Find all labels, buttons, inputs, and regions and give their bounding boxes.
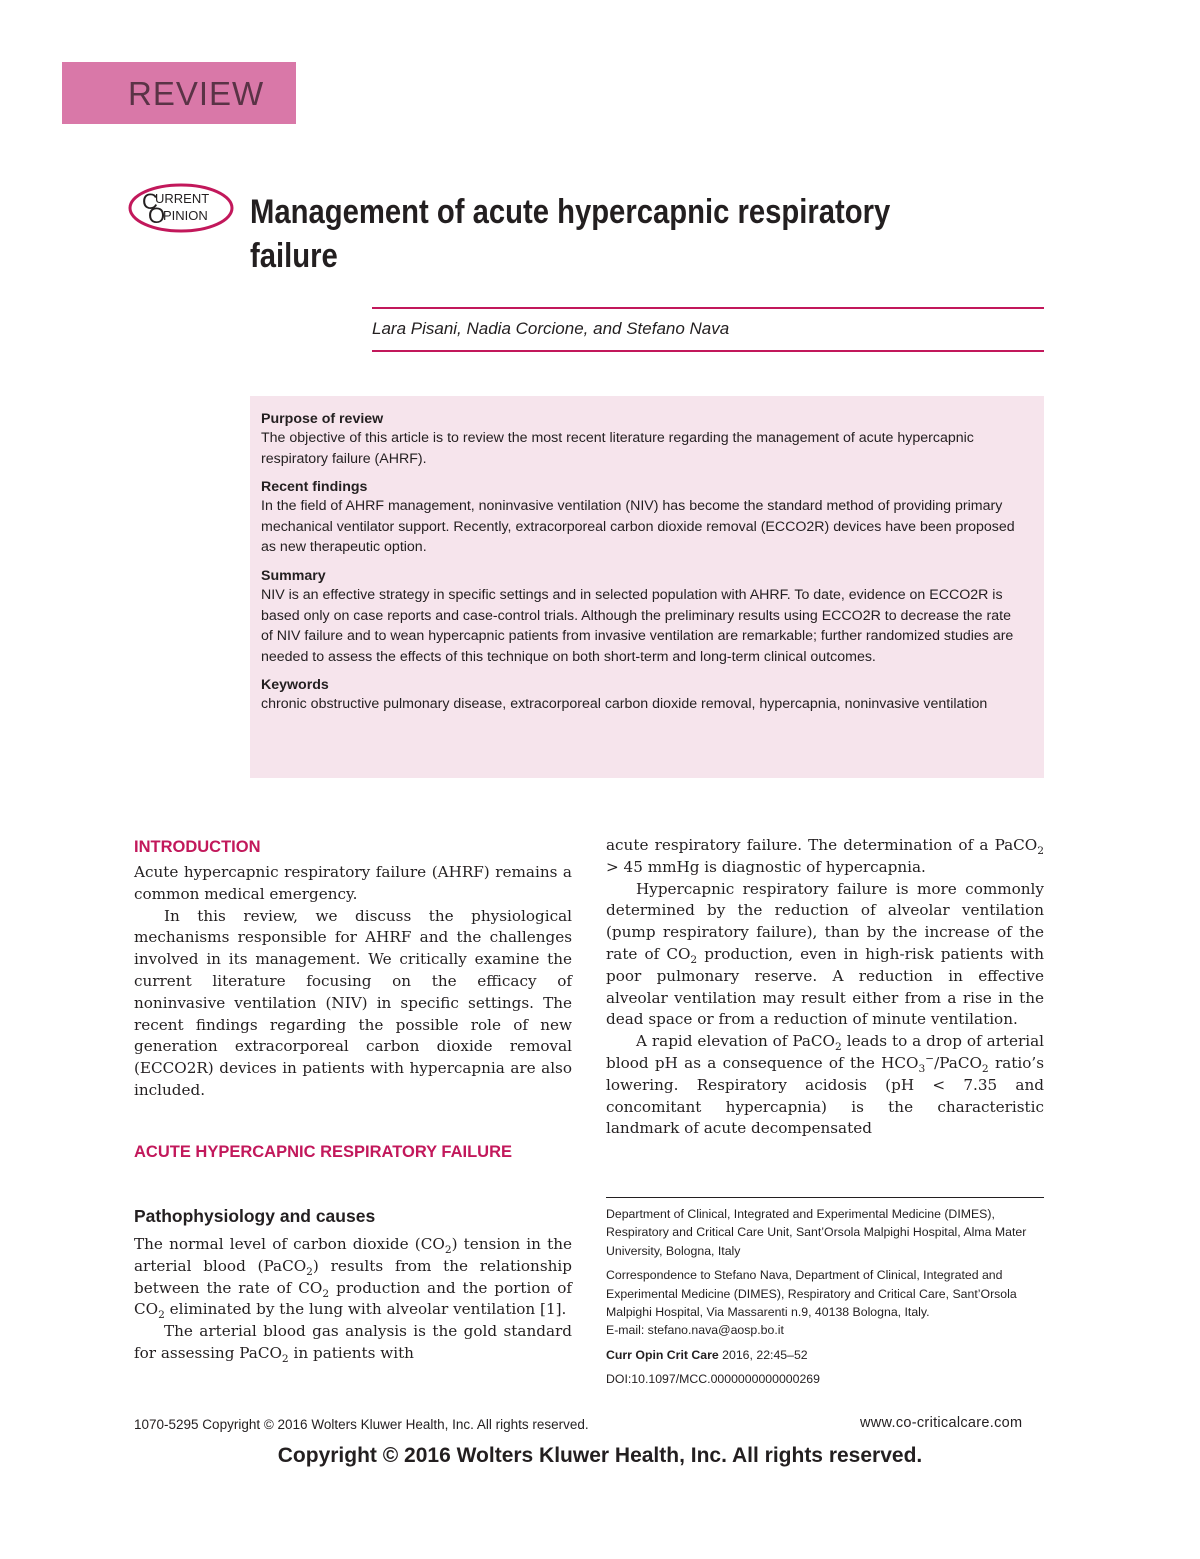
logo-line1: URRENT — [155, 191, 210, 206]
current-opinion-logo — [128, 183, 234, 233]
summary-heading: Summary — [261, 567, 326, 584]
intro-paragraph-1: Acute hypercapnic respiratory failure (AHRF) remains a common medical emergency. — [134, 863, 572, 903]
abstract-box — [250, 396, 1044, 778]
logo-letter-o: O — [148, 203, 166, 228]
affiliation-divider — [606, 1197, 1044, 1198]
keywords-heading: Keywords — [261, 677, 329, 694]
section-tag — [62, 62, 296, 124]
affiliation-email[interactable]: E-mail: stefano.nava@aosp.bo.it — [606, 1323, 784, 1338]
findings-heading: Recent findings — [261, 479, 368, 496]
left-column — [134, 862, 572, 1102]
footer-website-link[interactable]: www.co-criticalcare.com — [860, 1415, 1023, 1431]
article-title: Management of acute hypercapnic respiratory failure — [250, 193, 891, 275]
authors: Lara Pisani, Nadia Corcione, and Stefano Nava — [372, 319, 730, 338]
doi: DOI:10.1097/MCC.0000000000000269 — [606, 1372, 820, 1387]
col2-paragraph-2: Hypercapnic respiratory failure is more commonly determined by the reduction of alveolar ventilation (pump respiratory failure), than by the increase of the rate of $CO_2$ production, even in high-risk patients with poor pulmonary reserve. A reduction in effective alveolar ventilation may result either from a rise in the dead space or from a reduction of minute ventilation. — [606, 879, 1044, 1029]
patho-heading: Pathophysiology and causes — [134, 1206, 376, 1226]
patho-paragraph-2: The arterial blood gas analysis is the gold standard for assessing PaCO$_2$ in patients with — [134, 1322, 572, 1366]
intro-paragraph-2: In this review, we discuss the physiological mechanisms responsible for AHRF and the challenges involved in its management. We critically examine the current literature focusing on the efficacy of noninvasive ventilation (NIV) in specific settings. The recent findings regarding the possible role of new generation extracorporeal carbon dioxide removal (ECCO2R) devices in patients with hypercapnia are also included. — [134, 906, 572, 1099]
copyright-banner: Copyright © 2016 Wolters Kluwer Health, Inc. All rights reserved. — [277, 1444, 923, 1467]
purpose-heading: Purpose of review — [261, 411, 384, 427]
journal-citation: Curr Opin Crit Care 2016, 22:45–52 — [606, 1347, 808, 1362]
affiliation-block — [606, 1205, 1044, 1395]
title-divider-top — [372, 307, 1044, 309]
findings-text: In the field of AHRF management, noninvasive ventilation (NIV) has become the standard method of providing primary mechanical ventilator support. Recently, extracorporeal carbon dioxide removal (ECCO2R) devices have been proposed as new therapeutic option. — [261, 498, 1015, 556]
section-tag-label: REVIEW — [128, 75, 265, 112]
ahrf-heading: ACUTE HYPERCAPNIC RESPIRATORY FAILURE — [134, 1143, 513, 1161]
summary-text: NIV is an effective strategy in specific settings and in selected population with AHRF. To date, evidence on ECCO2R is based only on case reports and case-control trials. Although the preliminary results using ECCO2R to decrease the rate of NIV failure and to wean hypercapnic patients from invasive ventilation are remarkable; further randomized studies are needed to assess the effects of this technique on both short-term and long-term clinical outcomes. — [261, 586, 1014, 665]
patho-paragraph-1: The normal level of carbon dioxide $(CO_2)$ tension in the arterial blood (PaCO$_2$) results from the relationship between the rate of $CO_2$ production and the portion of $CO_2$ eliminated by the lung with alveolar ventilation [1]. — [134, 1235, 572, 1322]
right-column — [606, 835, 1044, 1140]
logo-line2: PINION — [163, 208, 208, 223]
footer-issn: 1070-5295 Copyright © 2016 Wolters Kluwer Health, Inc. All rights reserved. — [134, 1417, 589, 1432]
affiliation-correspondence: Correspondence to Stefano Nava, Department of Clinical, Integrated and Experimental Medicine (DIMES), Respiratory and Critical Care, Sant’Orsola Malpighi Hospital, Via Massarenti n.9, 40138 Bologna, Italy. — [606, 1268, 1017, 1320]
logo-letter-c: C — [142, 189, 158, 214]
col2-paragraph-1: acute respiratory failure. The determination of a PaCO$_2$ > 45 mmHg is diagnostic of hypercapnia. — [606, 836, 1044, 876]
title-divider-bottom — [372, 350, 1044, 352]
patho-section — [134, 1234, 572, 1365]
affiliation-dept: Department of Clinical, Integrated and Experimental Medicine (DIMES), Respiratory and Critical Care Unit, Sant’Orsola Malpighi Hospital, Alma Mater University, Bologna, Italy — [606, 1207, 1027, 1258]
col2-paragraph-3: A rapid elevation of PaCO$_2$ leads to a drop of arterial blood pH as a consequence of the $HCO_3^-/PaCO_2$ ratio’s lowering. Respiratory acidosis (pH < 7.35 and concomitant hypercapnia) is the characteristic landmark of acute decompensated — [606, 1032, 1045, 1138]
keywords-text: chronic obstructive pulmonary disease, extracorporeal carbon dioxide removal, hypercapnia, noninvasive ventilation — [261, 696, 988, 713]
intro-heading: INTRODUCTION — [134, 838, 261, 856]
purpose-text: The objective of this article is to review the most recent literature regarding the management of acute hypercapnic respiratory failure (AHRF). — [261, 430, 974, 467]
